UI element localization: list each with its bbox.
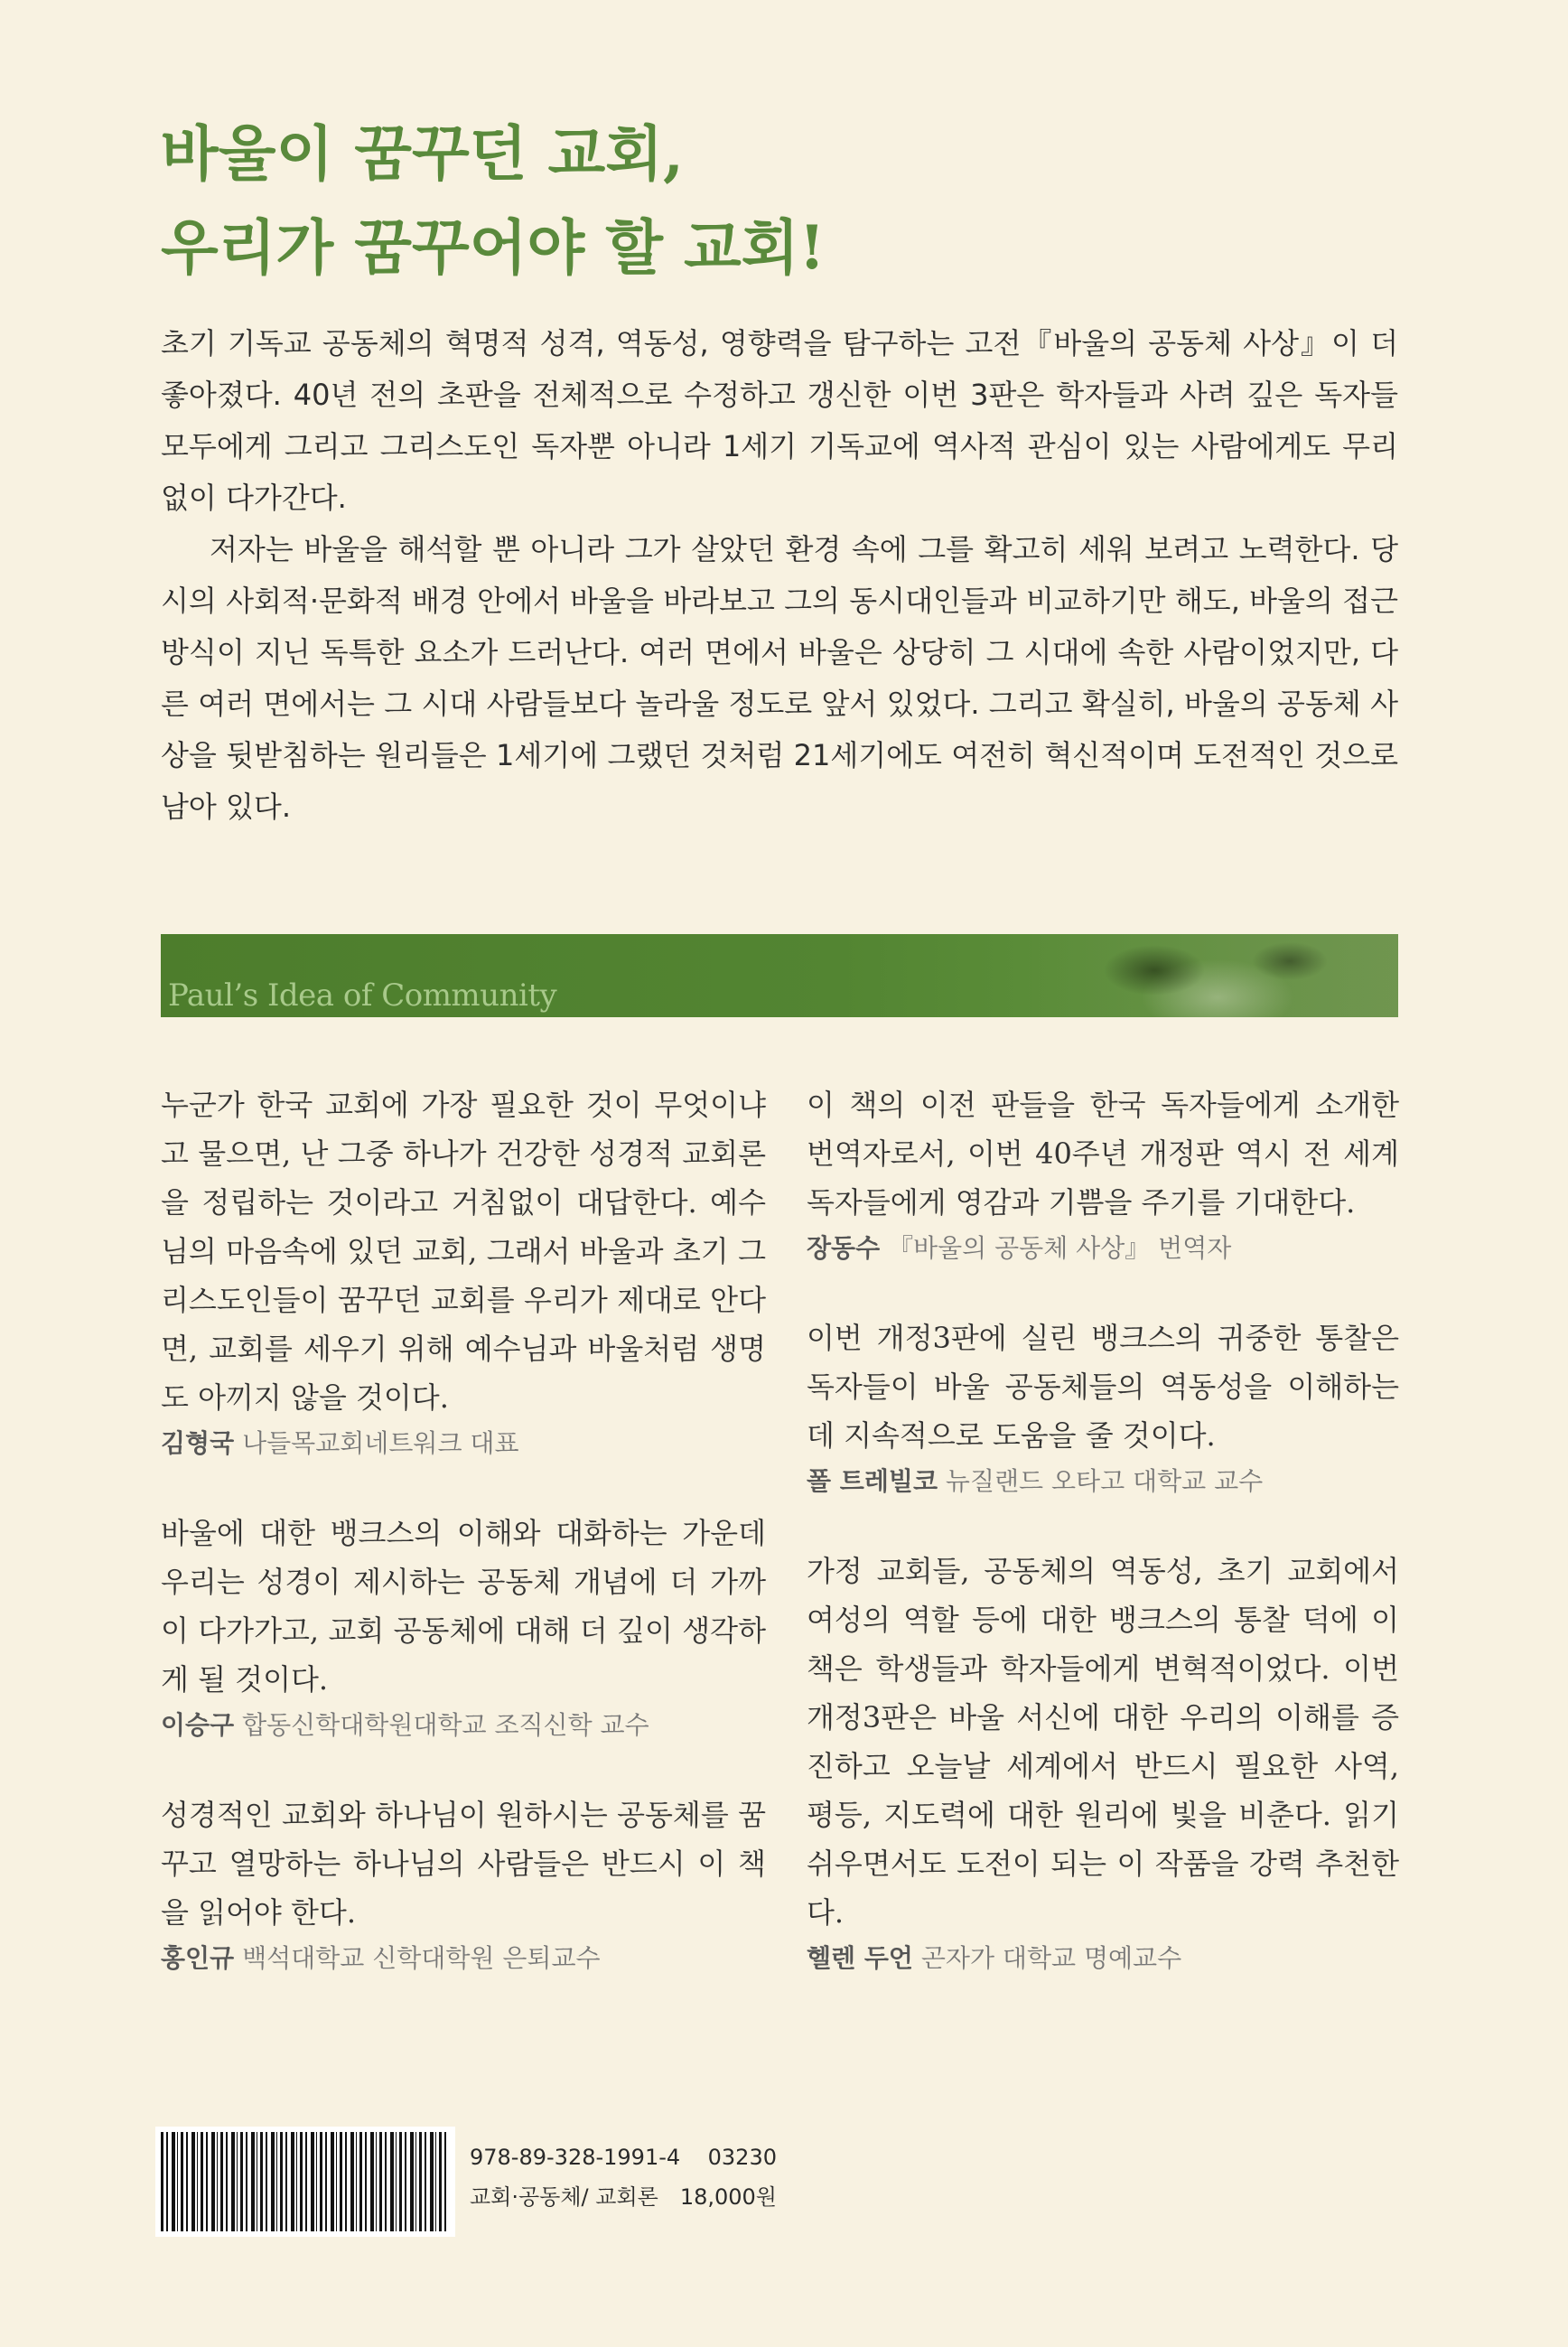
- endorser-role: 나들목교회네트워크 대표: [242, 1428, 519, 1458]
- endorser-name: 김형국: [161, 1428, 235, 1458]
- intro-text: [161, 318, 1398, 833]
- intro-paragraph-2: 저자는 바울을 해석할 뿐 아니라 그가 살았던 환경 속에 그를 확고히 세워 보려고 노력한다. 당시의 사회적·문화적 배경 안에서 바울을 바라보고 그의 동시대인들과 비교하기만 해도, 바울의 접근 방식이 지닌 독특한 요소가 드러난다. 여러 면에서 바울은 상당히 그 시대에 속한 사람이었지만, 다른 여러 면에서는 그 시대 사람들보다 놀라울 정도로 앞서 있었다. 그리고 확실히, 바울의 공동체 사상을 뒷받침하는 원리들은 1세기에 그랬던 것처럼 21세기에도 여전히 혁신적이며 도전적인 것으로 남아 있다.: [161, 532, 1398, 824]
- endorsement-attribution: [161, 1424, 766, 1463]
- endorsement-text: 이 책의 이전 판들을 한국 독자들에게 소개한 번역자로서, 이번 40주년 개정판 역시 전 세계 독자들에게 영감과 기쁨을 주기를 기대한다.: [807, 1088, 1399, 1220]
- endorsement: [161, 1509, 766, 1745]
- endorsement-text: 성경적인 교회와 하나님이 원하시는 공동체를 꿈꾸고 열망하는 하나님의 사람들은 반드시 이 책을 읽어야 한다.: [161, 1798, 766, 1930]
- endorsement-attribution: [807, 1229, 1399, 1268]
- book-category: 교회·공동체/ 교회론: [470, 2184, 658, 2210]
- endorsement-attribution: [807, 1939, 1399, 1978]
- headline-line-2: 우리가 꿈꾸어야 할 교회!: [161, 212, 826, 283]
- endorser-role: 백석대학교 신학대학원 은퇴교수: [242, 1943, 601, 1973]
- isbn-barcode: [161, 2132, 450, 2231]
- portrait-image: [1019, 934, 1398, 1017]
- endorser-role: 『바울의 공동체 사상』 번역자: [888, 1233, 1232, 1263]
- endorsement: [807, 1314, 1399, 1501]
- endorsement: [807, 1547, 1399, 1978]
- endorsement: [161, 1791, 766, 1978]
- headline-line-1: 바울이 꿈꾸던 교회,: [161, 118, 684, 189]
- endorser-role: 합동신학대학원대학교 조직신학 교수: [242, 1710, 649, 1740]
- endorsements-right-column: [807, 1080, 1399, 2024]
- endorsement: [161, 1080, 766, 1463]
- isbn-number: 978-89-328-1991-4: [470, 2145, 681, 2170]
- endorsement-attribution: [807, 1462, 1399, 1501]
- headline: [161, 107, 1425, 295]
- isbn-info: [470, 2137, 777, 2217]
- endorser-name: 이승구: [161, 1710, 235, 1740]
- endorser-role: 곤자가 대학교 명예교수: [920, 1943, 1182, 1973]
- endorser-role: 뉴질랜드 오타고 대학교 교수: [945, 1466, 1264, 1496]
- endorsement-attribution: [161, 1939, 766, 1978]
- title-banner: [161, 934, 1398, 1017]
- endorser-name: 헬렌 두언: [807, 1943, 913, 1973]
- banner-title: Paul’s Idea of Community: [168, 977, 557, 1014]
- endorsements-left-column: [161, 1080, 766, 2024]
- isbn-addon-code: 03230: [707, 2145, 777, 2170]
- endorsement-text: 누군가 한국 교회에 가장 필요한 것이 무엇이냐고 물으면, 난 그중 하나가 건강한 성경적 교회론을 정립하는 것이라고 거침없이 대답한다. 예수님의 마음속에 있던 교회, 그래서 바울과 초기 그리스도인들이 꿈꾸던 교회를 우리가 제대로 안다면, 교회를 세우기 위해 예수님과 바울처럼 생명도 아끼지 않을 것이다.: [161, 1088, 766, 1415]
- endorsement-text: 이번 개정3판에 실린 뱅크스의 귀중한 통찰은 독자들이 바울 공동체들의 역동성을 이해하는 데 지속적으로 도움을 줄 것이다.: [807, 1321, 1399, 1453]
- endorsement-text: 가정 교회들, 공동체의 역동성, 초기 교회에서 여성의 역할 등에 대한 뱅크스의 통찰 덕에 이 책은 학생들과 학자들에게 변혁적이었다. 이번 개정3판은 바울 서신에 대한 우리의 이해를 증진하고 오늘날 세계에서 반드시 필요한 사역, 평등, 지도력에 대한 원리에 빛을 비춘다. 읽기 쉬우면서도 도전이 되는 이 작품을 강력 추천한다.: [807, 1554, 1399, 1930]
- endorsement-attribution: [161, 1706, 766, 1745]
- intro-paragraph-1: 초기 기독교 공동체의 혁명적 성격, 역동성, 영향력을 탐구하는 고전『바울의 공동체 사상』이 더 좋아졌다. 40년 전의 초판을 전체적으로 수정하고 갱신한 이번 3판은 학자들과 사려 깊은 독자들 모두에게 그리고 그리스도인 독자뿐 아니라 1세기 기독교에 역사적 관심이 있는 사람에게도 무리 없이 다가간다.: [161, 326, 1398, 515]
- endorsement: [807, 1080, 1399, 1268]
- endorser-name: 폴 트레빌코: [807, 1466, 938, 1496]
- book-price: 18,000원: [679, 2184, 777, 2210]
- endorser-name: 장동수: [807, 1233, 881, 1263]
- endorsement-text: 바울에 대한 뱅크스의 이해와 대화하는 가운데 우리는 성경이 제시하는 공동체 개념에 더 가까이 다가가고, 교회 공동체에 대해 더 깊이 생각하게 될 것이다.: [161, 1516, 766, 1697]
- endorser-name: 홍인규: [161, 1943, 235, 1973]
